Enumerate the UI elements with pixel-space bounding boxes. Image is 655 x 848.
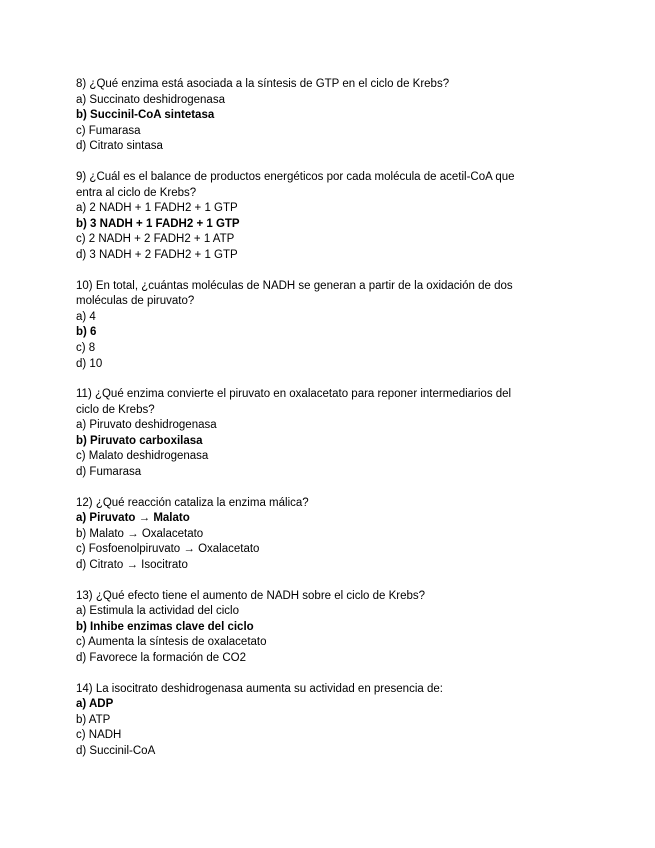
- question-text: 8) ¿Qué enzima está asociada a la síntesis de GTP en el ciclo de Krebs?: [76, 78, 450, 90]
- option-d: d) Citrato sintasa: [76, 140, 163, 153]
- option-c: c) 8: [76, 341, 96, 354]
- option-d: d) Succinil-CoA: [76, 744, 156, 757]
- option-d: d) Citrato → Isocitrato: [76, 559, 188, 572]
- question-8: [76, 77, 616, 155]
- option-b-correct: b) Inhibe enzimas clave del ciclo: [76, 620, 254, 633]
- question-text: 13) ¿Qué efecto tiene el aumento de NADH sobre el ciclo de Krebs?: [76, 589, 426, 602]
- quiz-page: [76, 77, 616, 775]
- option-c: c) Malato deshidrogenasa: [76, 450, 209, 463]
- option-a: a) 4: [76, 310, 96, 323]
- question-text: 9) ¿Cuál es el balance de productos energéticos por cada molécula de acetil-CoA que entra al ciclo de Krebs?: [76, 170, 515, 199]
- option-a: a) Piruvato deshidrogenasa: [76, 419, 217, 432]
- option-c: c) Aumenta la síntesis de oxalacetato: [76, 636, 267, 649]
- question-text: 14) La isocitrato deshidrogenasa aumenta su actividad en presencia de:: [76, 682, 443, 695]
- question-12: [76, 496, 616, 574]
- question-14: [76, 682, 616, 760]
- option-d: d) Favorece la formación de CO2: [76, 652, 247, 664]
- option-b: b) ATP: [76, 713, 111, 726]
- option-d: d) 3 NADH + 2 FADH2 + 1 GTP: [76, 248, 238, 261]
- option-b: b) Malato → Oxalacetato: [76, 527, 204, 540]
- option-c: c) Fosfoenolpiruvato → Oxalacetato: [76, 543, 260, 556]
- option-a-correct: a) ADP: [76, 698, 114, 711]
- option-d: d) 10: [76, 357, 103, 370]
- question-text: 11) ¿Qué enzima convierte el piruvato en oxalacetato para reponer intermediarios del ciclo de Krebs?: [76, 388, 512, 416]
- option-d: d) Fumarasa: [76, 466, 142, 479]
- option-b-correct: b) 6: [76, 326, 97, 339]
- option-b-correct: b) Succinil-CoA sintetasa: [76, 109, 215, 122]
- question-13: [76, 589, 616, 667]
- question-9: [76, 170, 616, 264]
- option-a: a) Succinato deshidrogenasa: [76, 93, 225, 106]
- option-b-correct: b) 3 NADH + 1 FADH2 + 1 GTP: [76, 217, 240, 230]
- option-c: c) NADH: [76, 729, 122, 742]
- option-a-correct: a) Piruvato → Malato: [76, 512, 190, 525]
- option-a: a) Estimula la actividad del ciclo: [76, 605, 239, 618]
- question-11: [76, 387, 616, 481]
- option-a: a) 2 NADH + 1 FADH2 + 1 GTP: [76, 202, 238, 215]
- question-10: [76, 279, 616, 373]
- question-text: 12) ¿Qué reacción cataliza la enzima málica?: [76, 496, 309, 509]
- option-b-correct: b) Piruvato carboxilasa: [76, 434, 203, 447]
- option-c: c) 2 NADH + 2 FADH2 + 1 ATP: [76, 233, 235, 246]
- option-c: c) Fumarasa: [76, 124, 141, 137]
- question-text: 10) En total, ¿cuántas moléculas de NADH se generan a partir de la oxidación de dos moléculas de piruvato?: [76, 279, 513, 308]
